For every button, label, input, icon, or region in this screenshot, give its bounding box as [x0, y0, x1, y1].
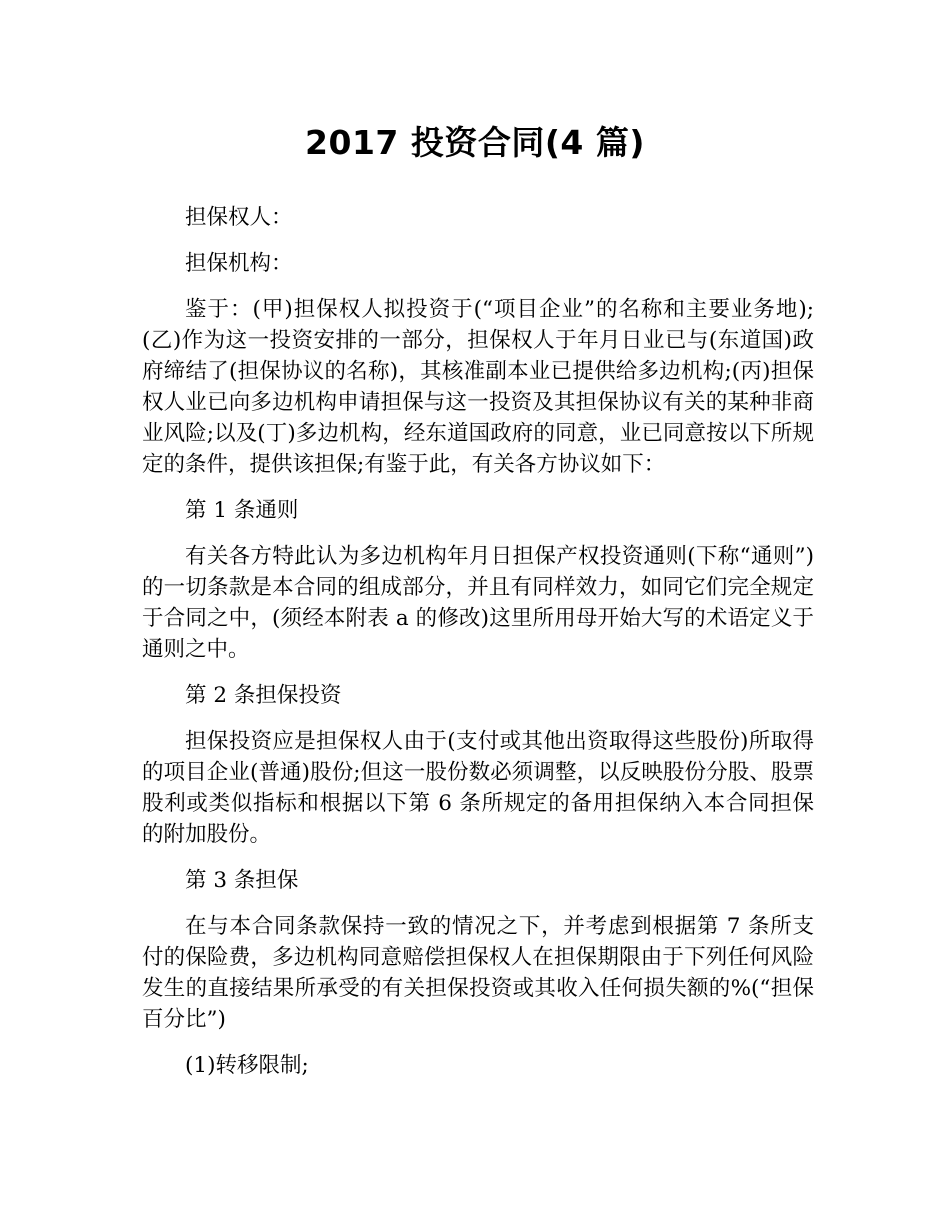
article-2-heading: 第 2 条担保投资	[185, 683, 342, 708]
article-2-text: 担保投资应是担保权人由于(支付或其他出资取得这些股份)所取得的项目企业(普通)股份;但这一股份数必须调整，以反映股份分股、股票股利或类似指标和根据以下第 6 条所规定的备用担保纳入本合同担保的附加股份。	[142, 729, 814, 847]
document-title: 2017 投资合同(4 篇)	[305, 123, 645, 162]
paragraph-guarantee-agency: 担保机构：	[185, 251, 293, 276]
paragraph-guarantee-holder: 担保权人：	[185, 205, 293, 230]
list-item-transfer-restriction: (1)转移限制;	[185, 1053, 309, 1078]
article-3-heading: 第 3 条担保	[185, 868, 299, 893]
article-1-heading: 第 1 条通则	[185, 498, 299, 523]
paragraph-recitals: 鉴于：(甲)担保权人拟投资于(“项目企业”的名称和主要业务地);(乙)作为这一投资安排的一部分，担保权人于年月日业已与(东道国)政府缔结了(担保协议的名称)，其核准副本业已提供给多边机构;(丙)担保权人业已向多边机构申请担保与这一投资及其担保协议有关的某种非商业风险;以及(丁)多边机构，经东道国政府的同意，业已同意按以下所规定的条件，提供该担保;有鉴于此，有关各方协议如下：	[142, 297, 814, 477]
article-3-text: 在与本合同条款保持一致的情况之下，并考虑到根据第 7 条所支付的保险费，多边机构同意赔偿担保权人在担保期限由于下列任何风险发生的直接结果所承受的有关担保投资或其收入任何损失额的%(“担保百分比”)	[142, 914, 814, 1032]
document-body	[142, 202, 814, 1096]
article-1-text: 有关各方特此认为多边机构年月日担保产权投资通则(下称“通则”)的一切条款是本合同的组成部分，并且有同样效力，如同它们完全规定于合同之中，(须经本附表 a 的修改)这里所用母开始大写的术语定义于通则之中。	[142, 544, 814, 662]
